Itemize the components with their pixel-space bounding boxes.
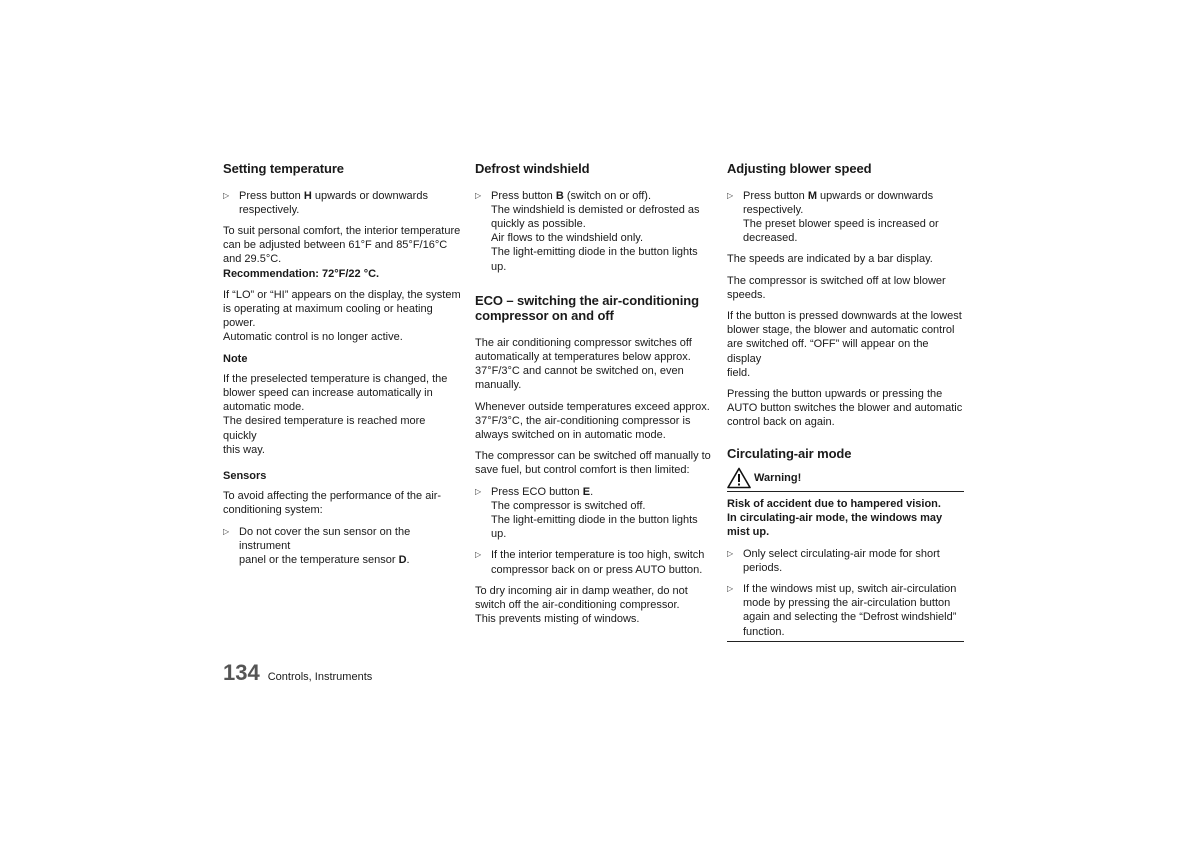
- heading-adjusting-blower-speed: Adjusting blower speed: [727, 161, 872, 176]
- list-item: ▷ Press button M upwards or downwards respectively. The preset blower speed is increased or decreased.: [727, 189, 939, 245]
- paragraph: To dry incoming air in damp weather, do not switch off the air-conditioning compressor. This prevents misting of windows.: [475, 584, 688, 626]
- section-name: Controls, Instruments: [267, 671, 373, 683]
- triangle-right-icon: ▷: [727, 190, 734, 200]
- page-footer: [223, 660, 372, 686]
- paragraph: If “LO” or “HI” appears on the display, the system is operating at maximum cooling or heating power. Automatic control is no longer active.: [223, 288, 461, 344]
- heading-sensors: Sensors: [223, 469, 267, 482]
- triangle-right-icon: ▷: [727, 584, 734, 594]
- heading-circulating-air-mode: Circulating-air mode: [727, 445, 852, 461]
- paragraph: To suit personal comfort, the interior temperature can be adjusted between 61°F and 85°F/16°C and 29.5°C. Recommendation: 72°F/22 °C.: [223, 224, 461, 280]
- list-item: ▷ If the interior temperature is too high, switch compressor back on or press AUTO button.: [475, 549, 705, 576]
- triangle-right-icon: ▷: [475, 190, 482, 200]
- triangle-right-icon: ▷: [223, 190, 230, 200]
- paragraph: Whenever outside temperatures exceed approx. 37°F/3°C, the air-conditioning compressor is always switched on in automatic mode.: [475, 400, 710, 441]
- heading-note: Note: [223, 352, 248, 365]
- warning-triangle-icon: [727, 467, 751, 489]
- warning-header: [727, 467, 964, 492]
- triangle-right-icon: ▷: [475, 550, 482, 560]
- paragraph: Pressing the button upwards or pressing the AUTO button switches the blower and automatic control back on again.: [727, 387, 963, 429]
- triangle-right-icon: ▷: [223, 526, 230, 536]
- warning-end-rule: [727, 641, 964, 642]
- recommendation-text: Recommendation: 72°F/22 °C.: [223, 267, 380, 280]
- paragraph: The compressor is switched off at low blower speeds.: [727, 274, 946, 301]
- triangle-right-icon: ▷: [475, 486, 482, 496]
- paragraph: The speeds are indicated by a bar display.: [727, 253, 933, 266]
- note-paragraph: If the preselected temperature is changed, the blower speed can increase automatically in automatic mode. The desired temperature is reached more quickly this way.: [223, 372, 448, 456]
- heading-setting-temperature: Setting temperature: [223, 161, 344, 176]
- warning-label: Warning!: [754, 471, 802, 484]
- paragraph: The air conditioning compressor switches off automatically at temperatures below approx. 37°F/3°C and cannot be switched on, even manually.: [475, 336, 692, 392]
- page-number: 134: [223, 660, 260, 685]
- column-setting-temperature: [223, 161, 461, 574]
- warning-text: Risk of accident due to hampered vision. In circulating-air mode, the windows may mist up.: [727, 498, 943, 539]
- paragraph: The compressor can be switched off manually to save fuel, but control comfort is then limited:: [475, 450, 711, 477]
- column-defrost-eco: [475, 161, 713, 633]
- list-item: ▷ If the windows mist up, switch air-circulation mode by pressing the air-circulation button again and selecting the “Defrost windshield” function.: [727, 583, 957, 638]
- list-item: ▷ Press button H upwards or downwards respectively.: [223, 189, 428, 216]
- list-item: ▷ Press ECO button E. The compressor is switched off. The light-emitting diode in the button lights up.: [475, 485, 698, 541]
- column-blower-circulating: [727, 161, 964, 642]
- list-item: ▷ Do not cover the sun sensor on the instrument panel or the temperature sensor D.: [223, 525, 411, 566]
- triangle-right-icon: ▷: [727, 548, 734, 558]
- paragraph: To avoid affecting the performance of the air- conditioning system:: [223, 490, 442, 517]
- paragraph: If the button is pressed downwards at the lowest blower stage, the blower and automatic control are switched off. “OFF” will appear on the display field.: [727, 309, 962, 379]
- list-item: ▷ Only select circulating-air mode for short periods.: [727, 547, 940, 574]
- heading-eco: ECO – switching the air-conditioning compressor on and off: [475, 292, 699, 324]
- heading-defrost-windshield: Defrost windshield: [475, 161, 590, 176]
- list-item: ▷ Press button B (switch on or off). The windshield is demisted or defrosted as quickly as possible. Air flows to the windshield only. The light-emitting diode in the button lights up.: [475, 189, 700, 273]
